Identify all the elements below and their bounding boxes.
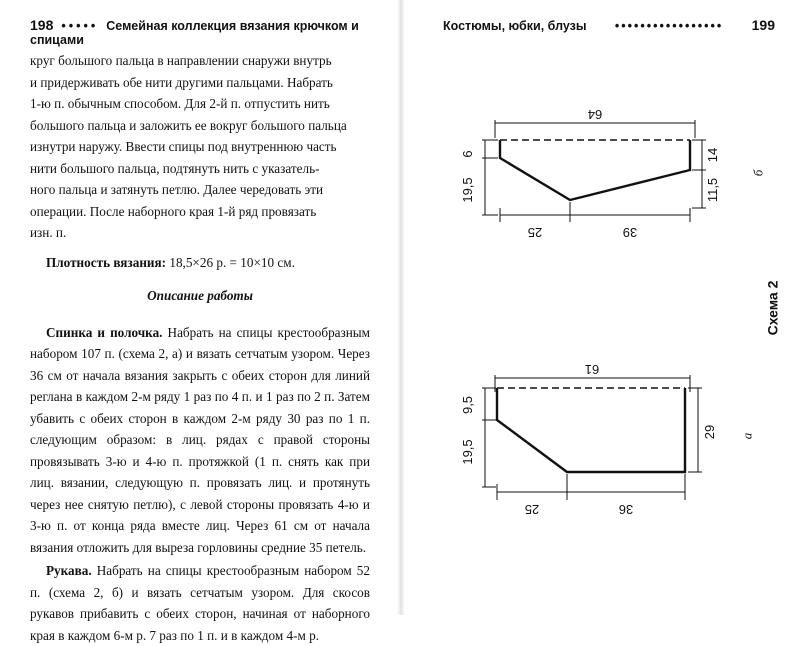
sleeves-label: Рукава. [46,563,92,578]
diagram-back-front [440,352,740,527]
dim-top-width: 64 [587,107,603,122]
section-heading: Описание работы [147,288,253,303]
book-gutter [397,0,405,615]
paragraph-density [30,252,370,274]
dim-right-top: 14 [705,147,720,163]
dim-bottom-left: 25 [524,502,540,517]
sleeve-outline [500,140,690,200]
right-header-title: Костюмы, юбки, блузы [443,19,587,33]
right-page-header [443,17,775,37]
diagram-letter-a: а [739,432,755,440]
dim-bottom-right: 36 [618,502,634,517]
text-line: круг большого пальца в направлении снаружи внутрь [30,53,332,68]
dim-right-bottom: 11,5 [705,177,720,203]
sleeves-text: Набрать на спицы крестообразным набором 52 п. (схема 2, б) и вязать сетчатым узором. Для скосов рукавов прибавить с обеих сторон, начиная от наборного края в каждом 6-м р. 7 раз по 1 п. и в каждом 4-м р. [30,563,370,643]
back-front-outline [497,388,685,472]
density-value: 18,5×26 р. = 10×10 см. [166,254,295,270]
right-page-number: 199 [751,17,775,33]
back-front-text: Набрать на спицы крестообразным набором 107 п. (схема 2, а) и вязать сетчатым узором. Через 36 см от начала вязания закрыть с обеих сторон для линий реглана в каждом 2-м ряду 1 раз по 4 п. и 1 раз по 2 п. Затем убавить с обеих сторон в каждом 2-м ряду 30 раз по 1 п. следующим образом: в лиц. рядах с правой стороны провязывать 3-ю и 4-ю п. протяжкой (1 п. снять как при лиц. вязании, следующую п. провязать лиц. и протянуть через нее снятую петлю), с левой стороны провязать 4-ю и 3-ю п. от конца ряда вместе лиц. Через 61 см от начала вязания отложить для выреза горловины средние 35 петель. [30,324,370,555]
text-line: изн. п. [30,225,67,240]
dim-top-width: 61 [584,362,600,377]
diagram-sleeve [440,90,740,240]
text-line: 1-ю п. обычным способом. Для 2-й п. отпустить нить [30,96,330,111]
header-dots: ••••• [61,19,99,33]
diagram-letter-b: б [750,169,766,177]
dim-left-top: 6 [460,150,475,158]
left-page-body [30,50,370,646]
schema-caption [745,270,781,350]
dim-left-top: 9,5 [460,395,475,415]
left-page-header [30,17,370,47]
text-line: ного пальца и затянуть петлю. Далее чередовать эти [30,182,324,197]
schema-title: Схема 2 [764,280,781,336]
text-line: изнутри наружу. Ввести спицы под внутреннюю часть [30,139,337,154]
header-dots: ••••••••••••••••• [614,19,724,33]
text-line: и придерживать обе нити другими пальцами. Набрать [30,74,333,90]
dim-left-bottom: 19,5 [460,177,475,203]
text-line: операции. После наборного края 1-й ряд провязать [30,203,317,219]
left-header-title: Семейная коллекция вязания крючком и спицами [30,19,359,47]
text-line: большого пальца и заложить ее вокруг большого пальца [30,117,347,133]
dim-left-bottom: 19,5 [460,439,475,465]
paragraph-sleeves [30,560,370,646]
dim-right: 29 [702,424,717,440]
paragraph-back-front [30,322,370,559]
paragraph-cast-on [30,50,370,244]
left-page-number: 198 [30,17,54,33]
density-label: Плотность вязания: [46,254,167,270]
dim-bottom-left: 25 [527,225,543,240]
back-front-label: Спинка и полочка. [46,324,163,340]
text-line: нити большого пальца, подтянуть нить с указатель- [30,160,320,176]
dim-bottom-right: 39 [622,225,638,240]
